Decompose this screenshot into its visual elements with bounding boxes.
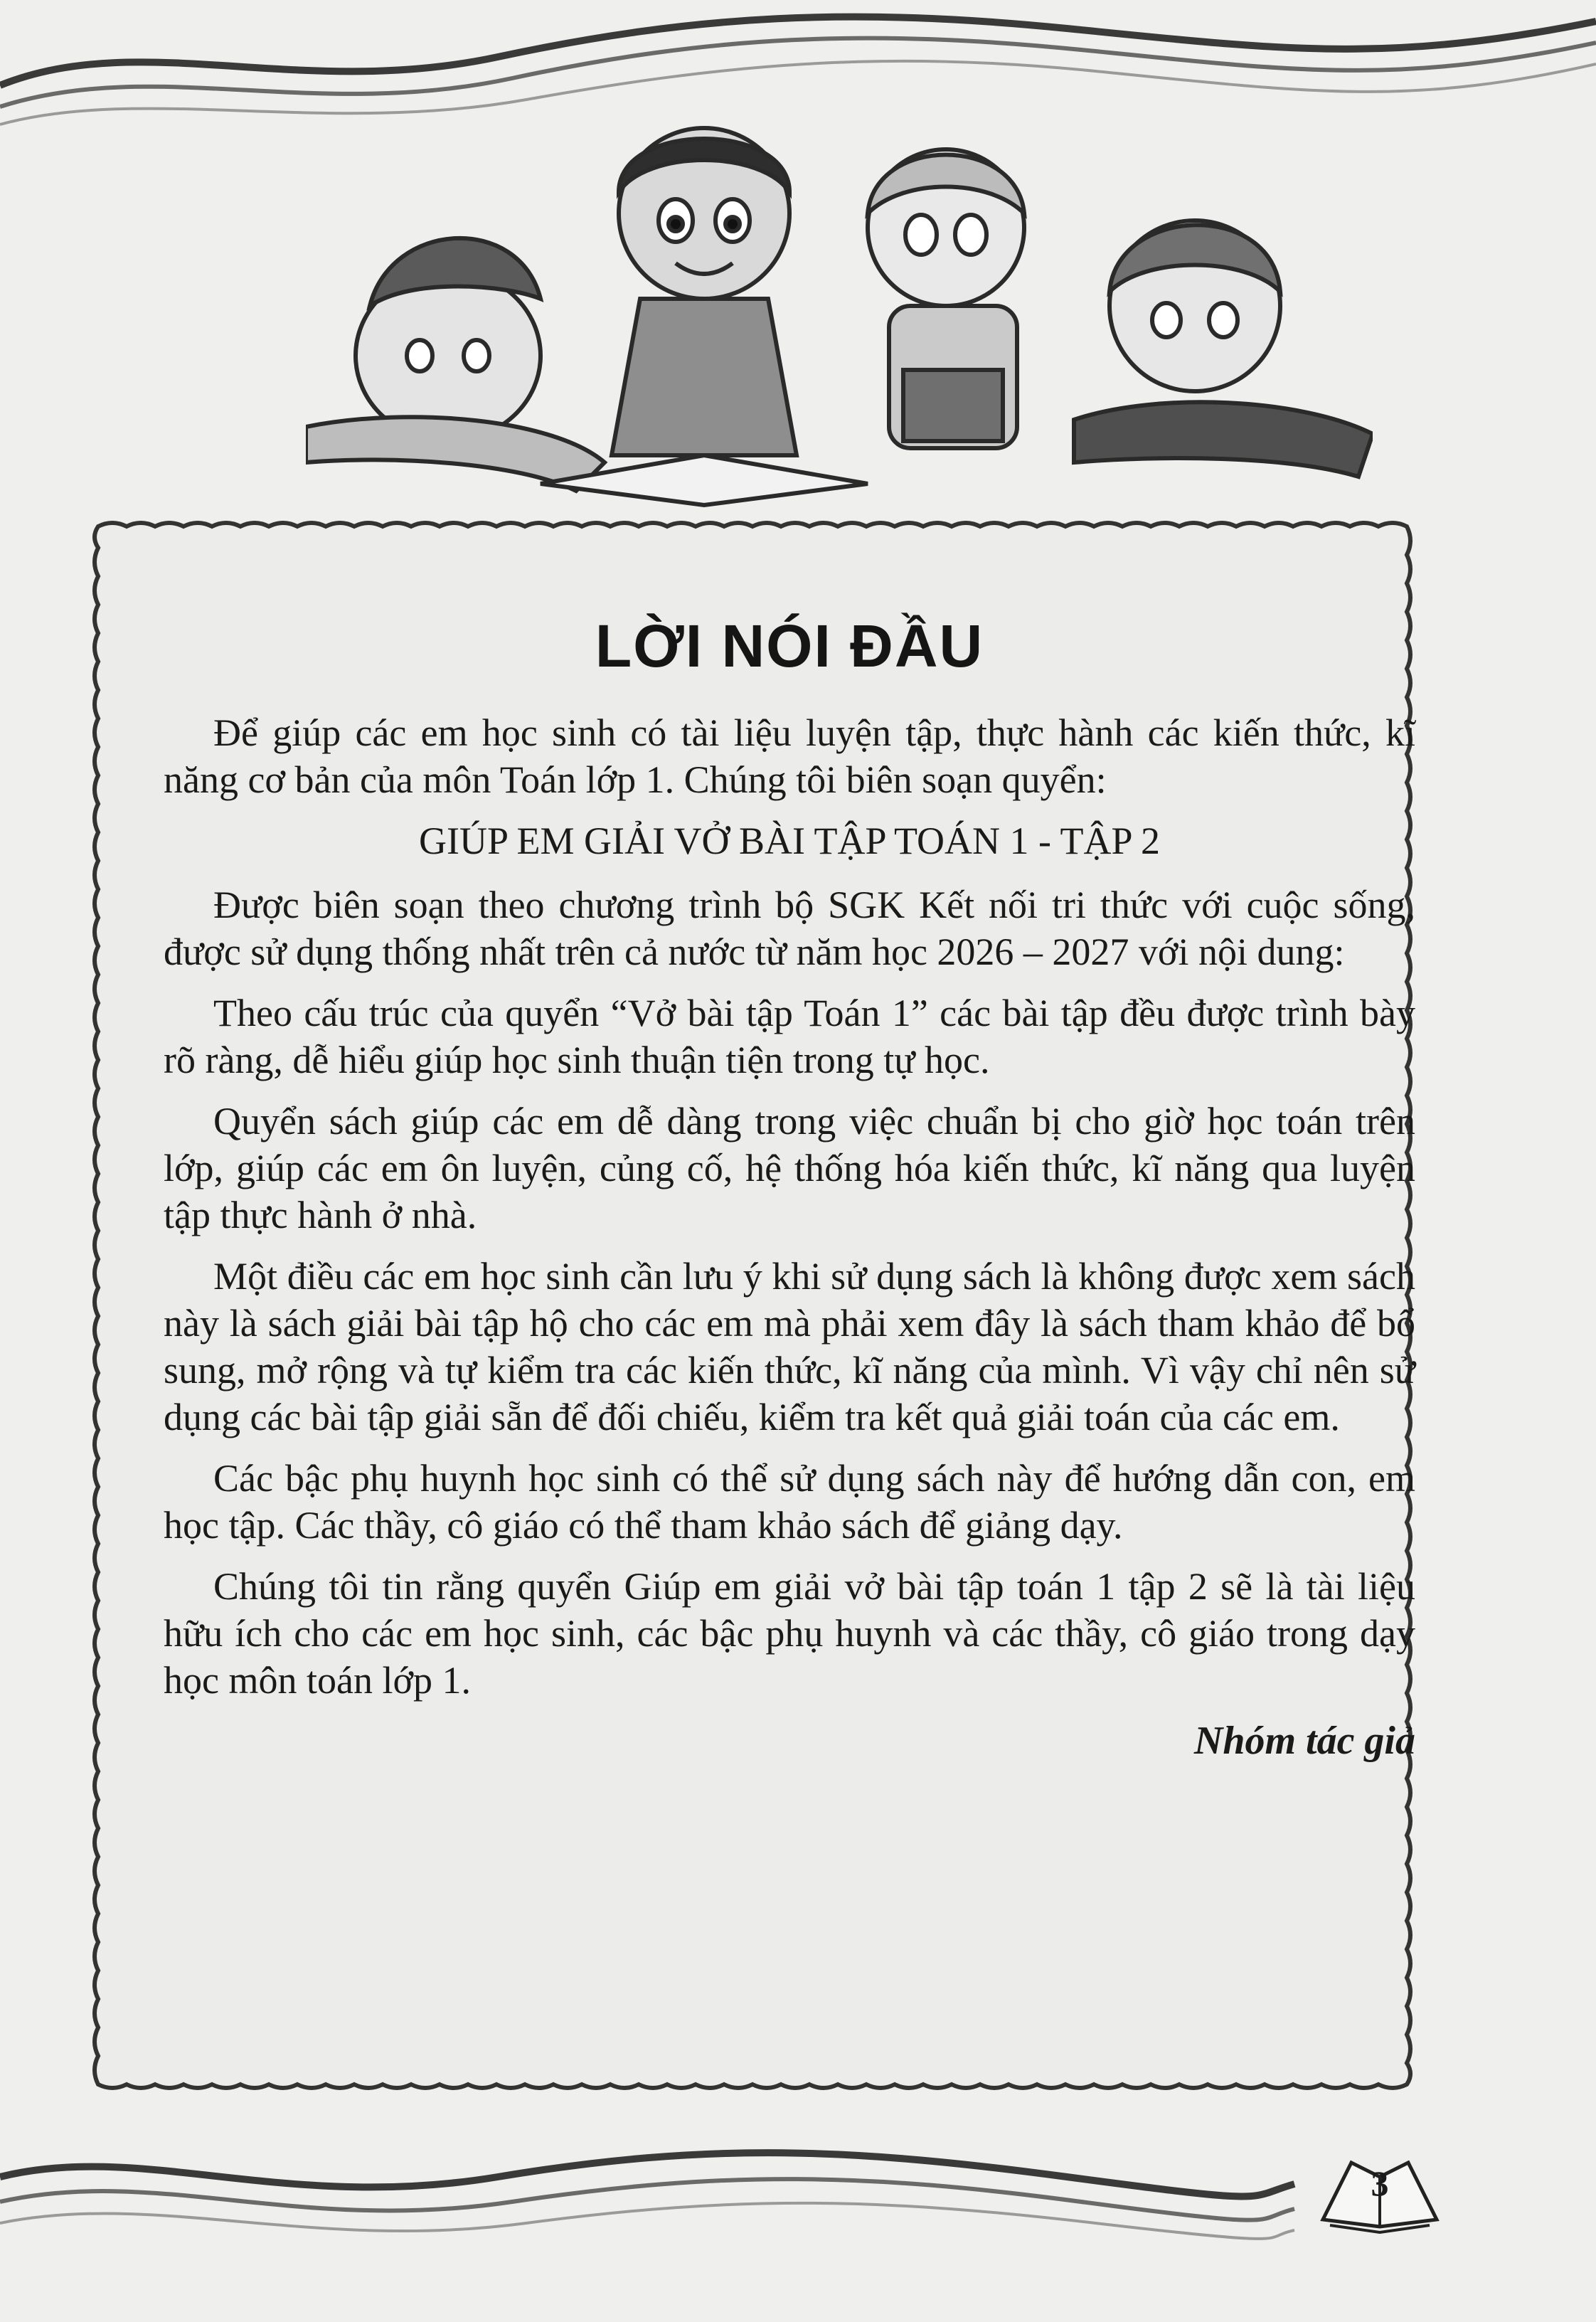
- kid-lying-right: [1074, 221, 1373, 477]
- children-reading-illustration: [306, 121, 1373, 519]
- kid-sitting-center: [541, 128, 868, 505]
- page-number: 3: [1371, 2163, 1389, 2203]
- author-signature: Nhóm tác giả: [1193, 1719, 1415, 1763]
- preface-paragraph-4: Quyển sách giúp các em dễ dàng trong việc chuẩn bị cho giờ học toán trên lớp, giúp các em ôn luyện, củng cố, hệ thống hóa kiến thức, kĩ năng qua luyện tập thực hành ở nhà.: [164, 1100, 1415, 1236]
- preface-paragraph-3: Theo cấu trúc của quyển “Vở bài tập Toán 1” các bài tập đều được trình bày rõ ràng, dễ hiểu giúp học sinh thuận tiện trong tự học.: [164, 992, 1415, 1081]
- kid-with-book: [868, 149, 1024, 448]
- kid-lying-left: [306, 238, 605, 491]
- preface-paragraph-6: Các bậc phụ huynh học sinh có thể sử dụng sách này để hướng dẫn con, em học tập. Các thầy, cô giáo có thể tham khảo sách để giảng dạy.: [164, 1457, 1415, 1547]
- preface-content: [164, 612, 1415, 1764]
- preface-paragraph-7: Chúng tôi tin rằng quyển Giúp em giải vở bài tập toán 1 tập 2 sẽ là tài liệu hữu ích cho các em học sinh, các bậc phụ huynh và các thầy, cô giáo trong dạy học môn toán lớp 1.: [164, 1565, 1415, 1702]
- preface-paragraph-5: Một điều các em học sinh cần lưu ý khi sử dụng sách là không được xem sách này là sách giải bài tập hộ cho các em mà phải xem đây là sách tham khảo để bổ sung, mở rộng và tự kiểm tra các kiến thức, kĩ năng của mình. Vì vậy chỉ nên sử dụng các bài tập giải sẵn để đối chiếu, kiểm tra kết quả giải toán của các em.: [164, 1255, 1415, 1438]
- preface-paragraph-2: Được biên soạn theo chương trình bộ SGK Kết nối tri thức với cuộc sống, được sử dụng thống nhất trên cả nước từ năm học 2026 – 2027 với nội dung:: [164, 884, 1415, 973]
- book-title: GIÚP EM GIẢI VỞ BÀI TẬP TOÁN 1 - TẬP 2: [418, 820, 1161, 862]
- preface-paragraph-1: Để giúp các em học sinh có tài liệu luyện tập, thực hành các kiến thức, kĩ năng cơ bản của môn Toán lớp 1. Chúng tôi biên soạn quyển:: [164, 711, 1415, 801]
- page-title: LỜI NÓI ĐẦU: [595, 613, 984, 679]
